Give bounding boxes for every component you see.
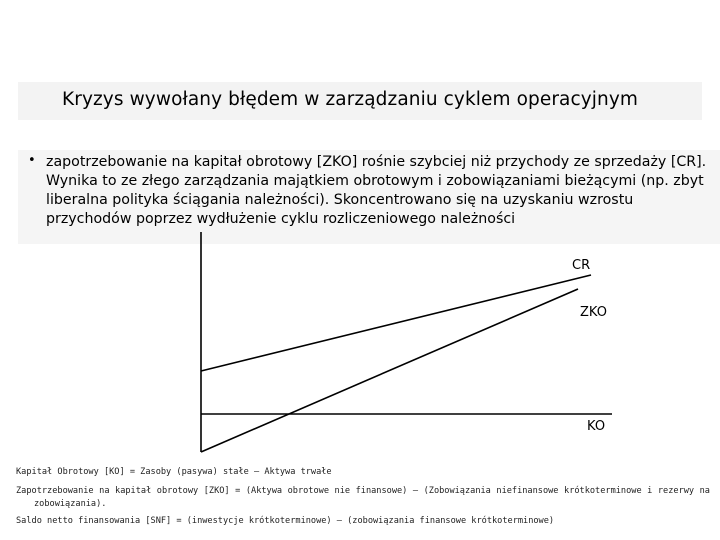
cr-line — [201, 275, 591, 371]
bullet-line: zapotrzebowanie na kapitał obrotowy [ZKO] rośnie szybciej niż przychody ze sprzedaży [CR]. — [46, 154, 707, 170]
footnote-zko-line1: Zapotrzebowanie na kapitał obrotowy [ZKO] = (Aktywa obrotowe nie finansowe) – (Zobowiązania niefinansowe krótkoterminowe i rezerwy na — [16, 486, 710, 496]
bullet-line: przychodów poprzez wydłużenie cyklu rozliczeniowego należności — [46, 211, 516, 227]
bullet-line: liberalna polityka ściągania należności). Skoncentrowano się na uzyskaniu wzrostu — [46, 192, 634, 208]
bullet-symbol: • — [28, 153, 36, 168]
footnote-zko-line2: zobowiązania). — [34, 499, 107, 509]
cr-label: CR — [572, 258, 591, 273]
zko-line — [201, 289, 578, 452]
bullet-line: Wynika to ze złego zarządzania majątkiem obrotowym i zobowiązaniami bieżącymi (np. zbyt — [46, 173, 704, 189]
ko-label: KO — [587, 419, 606, 434]
footnote-ko: Kapitał Obrotowy [KO] = Zasoby (pasywa) stałe – Aktywa trwałe — [16, 467, 332, 477]
zko-label: ZKO — [580, 305, 607, 320]
footnote-snf: Saldo netto finansowania [SNF] = (inwestycje krótkoterminowe) – (zobowiązania finansowe krótkoterminowe) — [16, 516, 555, 526]
slide-title: Kryzys wywołany błędem w zarządzaniu cyklem operacyjnym — [62, 89, 639, 110]
